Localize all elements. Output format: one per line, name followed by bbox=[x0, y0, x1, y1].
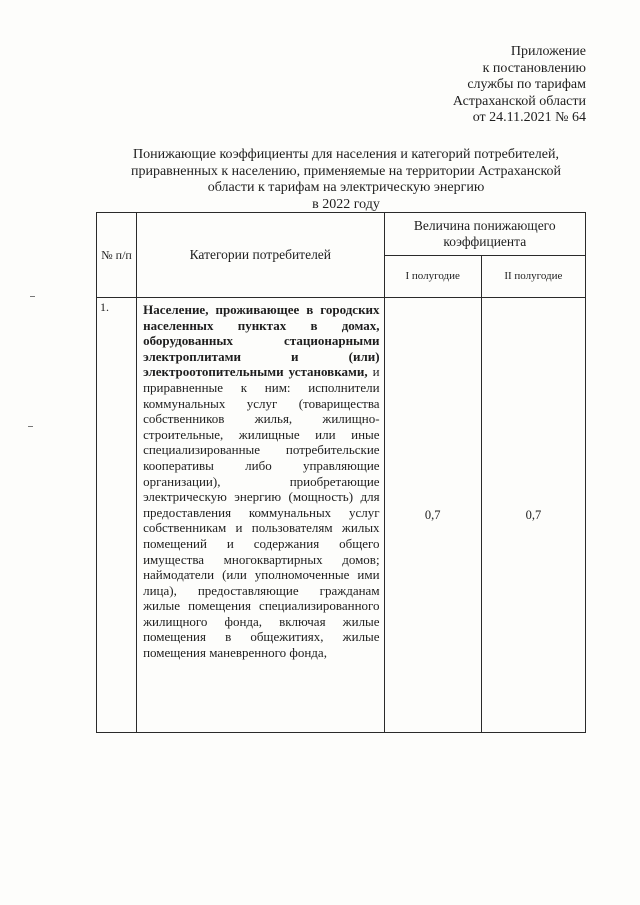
header-coefficient: Величина понижающего коэффициента bbox=[384, 213, 585, 256]
header-number: № п/п bbox=[97, 213, 137, 298]
appendix-header bbox=[453, 44, 586, 127]
appendix-date-number: от 24.11.2021 № 64 bbox=[472, 110, 586, 125]
row-category-text: и приравненные к ним: исполнители коммунальных услуг (товарищества собственников жилья, жилищно-строительные, жилищные или иные специализированные потребительские кооперативы либо управляющие организации), приобретающие электрическую энергию (мощность) для предоставления коммунальных услуг собственникам и пользователям жилых помещений и содержания общего имущества многоквартирных домов; наймодатели (или уполномоченные ими лица), предоставляющие гражданам жилые помещения специализированного жилищного фонда, включая жилые помещения в общежитиях, жилые помещения маневренного фонда, bbox=[143, 364, 380, 661]
appendix-region: Астраханской области bbox=[452, 93, 586, 109]
row-category-bold: Население, проживающее в городских населенных пунктах в домах, оборудованных стационарными электроплитами и (или) электроотопительными установками, bbox=[143, 302, 380, 380]
appendix-resolution: к постановлению bbox=[482, 60, 586, 76]
header-half-2: II полугодие bbox=[481, 255, 585, 298]
row-number: 1. bbox=[97, 298, 137, 733]
table-header-row bbox=[97, 213, 586, 256]
scan-speck bbox=[28, 426, 33, 427]
scan-speck bbox=[30, 296, 35, 297]
title-line-3: области к тарифам на электрическую энергию bbox=[207, 180, 485, 195]
document-title bbox=[96, 147, 596, 213]
header-category: Категории потребителей bbox=[137, 213, 384, 298]
appendix-service: службы по тарифам bbox=[467, 77, 586, 92]
header-half-1: I полугодие bbox=[384, 255, 481, 298]
row-category bbox=[137, 298, 384, 733]
appendix-label: Приложение bbox=[510, 44, 586, 59]
table-row bbox=[97, 298, 586, 733]
row-half-2-value: 0,7 bbox=[481, 298, 585, 733]
coefficients-table bbox=[96, 212, 586, 733]
title-line-2: приравненных к населению, применяемые на территории Астраханской bbox=[130, 163, 562, 179]
row-half-1-value: 0,7 bbox=[384, 298, 481, 733]
title-line-1: Понижающие коэффициенты для населения и категорий потребителей, bbox=[133, 147, 559, 162]
title-line-4: в 2022 году bbox=[312, 196, 380, 212]
